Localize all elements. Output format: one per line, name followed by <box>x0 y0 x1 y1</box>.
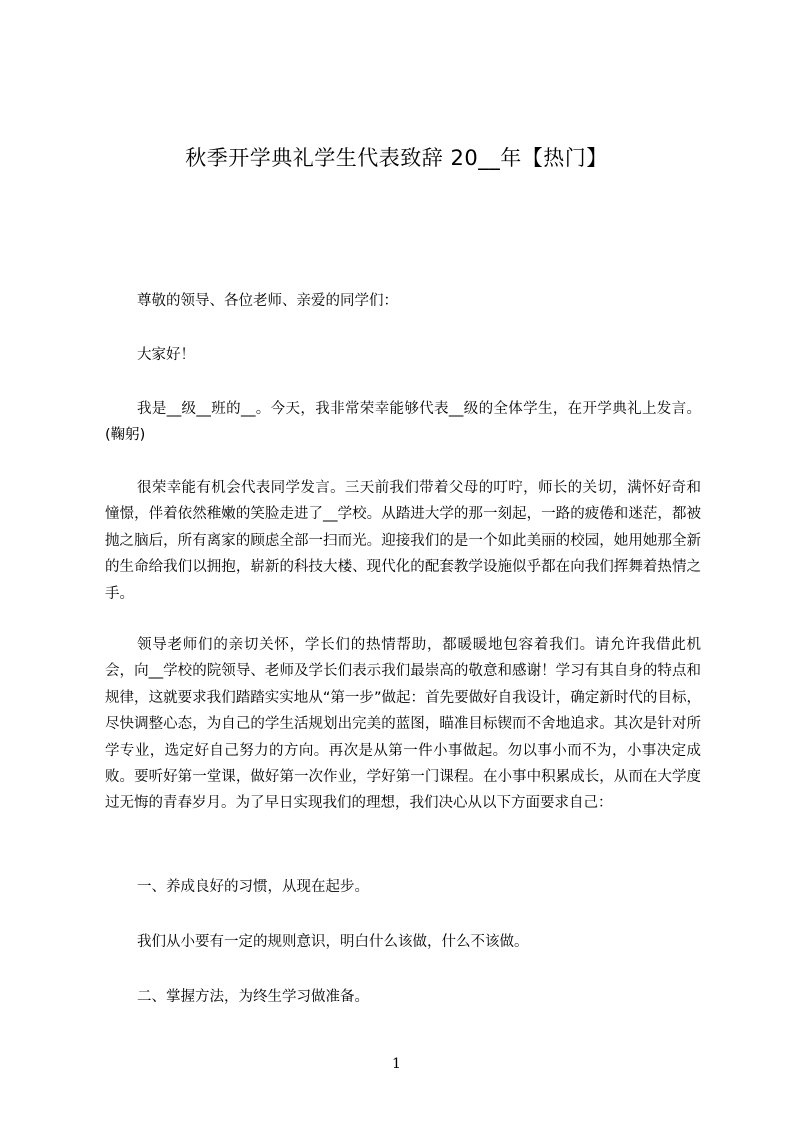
document-title: 秋季开学典礼学生代表致辞 20__年【热门】 <box>185 146 608 170</box>
point-one-heading: 一、养成良好的习惯，从现在起步。 <box>137 879 369 895</box>
gratitude-paragraph: 领导老师们的亲切关怀，学长们的热情帮助，都暖暖地包容着我们。请允许我借此机会，向__学校的院领导、老师及学长们表示我们最崇高的敬意和感谢！学习有其自身的特点和规律，这就要求我们踏踏实实地从“第一步”做起：首先要做好自我设计，确定新时代的目标，尽快调整心态，为自己的学生活规划出完美的蓝图，瞄准目标锲而不舍地追求。其次是针对所学专业，选定好自己努力的方向。再次是从第一件小事做起。勿以事小而不为，小事决定成败。要听好第一堂课，做好第一次作业，学好第一门课程。在小事中积累成长，从而在大学度过无悔的青春岁月。为了早日实现我们的理想，我们决心从以下方面要求自己： <box>105 637 701 812</box>
salutation-paragraph: 尊敬的领导、各位老师、亲爱的同学们： <box>137 293 398 309</box>
self-introduction-paragraph: 我是__级__班的__。今天，我非常荣幸能够代表__级的全体学生，在开学典礼上发言。(鞠躬) <box>105 401 701 444</box>
point-one-body: 我们从小要有一定的规则意识，明白什么该做，什么不该做。 <box>137 934 529 950</box>
page-number: 1 <box>392 1056 401 1072</box>
point-two-heading: 二、掌握方法，为终生学习做准备。 <box>137 989 369 1005</box>
greeting-paragraph: 大家好！ <box>137 347 195 363</box>
honor-paragraph: 很荣幸能有机会代表同学发言。三天前我们带着父母的叮咛，师长的关切，满怀好奇和憧憬，伴着依然稚嫩的笑脸走进了__学校。从踏进大学的那一刻起，一路的疲倦和迷茫，都被抛之脑后，所有离家的顾虑全部一扫而光。迎接我们的是一个如此美丽的校园，她用她那全新的生命给我们以拥抱，崭新的科技大楼、现代化的配套教学设施似乎都在向我们挥舞着热情之手。 <box>105 480 701 602</box>
